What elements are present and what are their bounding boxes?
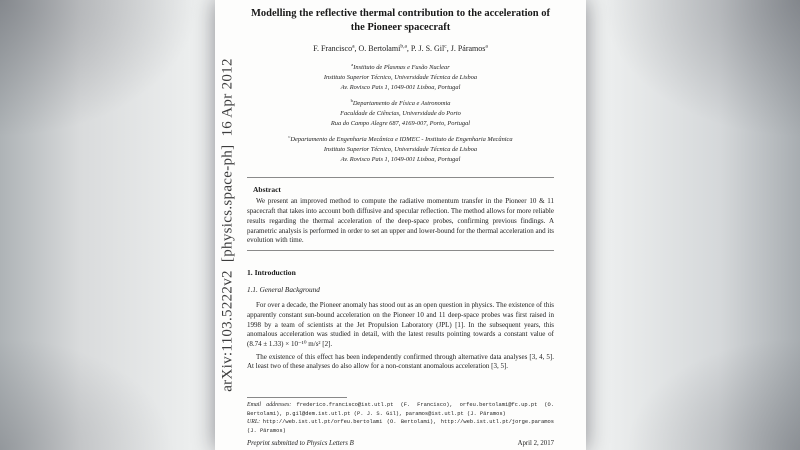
author: P. J. S. Gil$^c$, xyxy=(410,43,451,54)
url-list: http://web.ist.utl.pt/orfeu.bertolami (O. Bertolami), http://web.ist.utl.pt/jorge.paramos (J. Páramos) xyxy=(247,419,554,435)
footnote-block xyxy=(247,397,554,436)
paper-page xyxy=(215,0,586,450)
author: O. Bertolami$^{b,a}$, xyxy=(358,43,411,54)
email-addresses xyxy=(247,401,554,419)
affiliation-block: $^a$Instituto de Plasmas e Fusão Nuclear Instituto Superior Técnico, Universidade Técnica de Lisboa Av. Rovisco Pais 1, 1049-001 Lisboa, Portugal xyxy=(323,62,478,91)
author: F. Francisco$^a$, xyxy=(313,43,359,54)
abstract-heading: Abstract xyxy=(253,185,281,195)
arxiv-watermark: arXiv:1103.5222v2 [physics.space-ph] 16 Apr 2012 xyxy=(219,58,236,392)
abstract-rule-bottom xyxy=(247,250,554,251)
url-line xyxy=(247,418,554,436)
page-footer xyxy=(247,440,554,447)
affiliation-block: $^b$Departamento de Física e Astronomia Faculdade de Ciências, Universidade do Porto Rua do Campo Alegre 687, 4169-007, Porto, Portugal xyxy=(330,98,471,127)
author-line xyxy=(247,44,554,54)
journal-submission-line: Preprint submitted to Physics Letters B xyxy=(247,440,354,447)
subsection-heading-general-background: 1.1. General Background xyxy=(247,286,320,295)
paragraph: For over a decade, the Pioneer anomaly has stood out as an open question in physics. The existence of this apparently constant sun-bound acceleration on the Pioneer 10 and 11 deep-space probes was first raised in 1998 by a team of scientists at the Jet Propulsion Laboratory (JPL) [1]. In the subsequent years, this anomalous acceleration was studied in detail, with the latest results pointing towards a constant value of (8.74 ± 1.33) × 10⁻¹⁰ m/s² [2]. xyxy=(247,301,554,348)
email-label: Email addresses: xyxy=(247,401,292,408)
abstract-rule-top xyxy=(247,177,554,178)
paragraph: The existence of this effect has been independently confirmed through alternative data analyses [3, 4, 5]. At least two of these analyses do also allow for a non-constant anomalous acceleration [3, 5]. xyxy=(247,352,554,371)
url-label: URL: xyxy=(247,419,261,426)
affiliation-block: $^c$Departamento de Engenharia Mecânica e IDMEC - Instituto de Engenharia Mecânica Instituto Superior Técnico, Universidade Técnica de Lisboa Av. Rovisco Pais 1, 1049-001 Lisboa, Portugal xyxy=(288,134,513,163)
footnote-rule xyxy=(247,397,347,398)
affiliations xyxy=(247,62,554,164)
section-heading-introduction: 1. Introduction xyxy=(247,268,296,278)
footer-date: April 2, 2017 xyxy=(517,440,554,447)
email-list: frederico.francisco@ist.utl.pt (F. Francisco), orfeu.bertolami@fc.up.pt (O. Bertolami), p.gil@dem.ist.utl.pt (P. J. S. Gil), paramos@ist.utl.pt (J. Páramos) xyxy=(247,401,554,417)
abstract-text: We present an improved method to compute the radiative momentum transfer in the Pioneer 10 & 11 spacecraft that takes into account both diffusive and specular reflection. The method allows for more reliable results regarding the thermal acceleration of the deep-space probes, confirming previous findings. A parametric analysis is performed in order to set an upper and lower-bound for the thermal acceleration and its evolution with time. xyxy=(247,197,554,245)
paper-title: Modelling the reflective thermal contribution to the acceleration of the Pioneer spacecraft xyxy=(251,8,550,33)
author: J. Páramos$^a$ xyxy=(450,43,488,54)
